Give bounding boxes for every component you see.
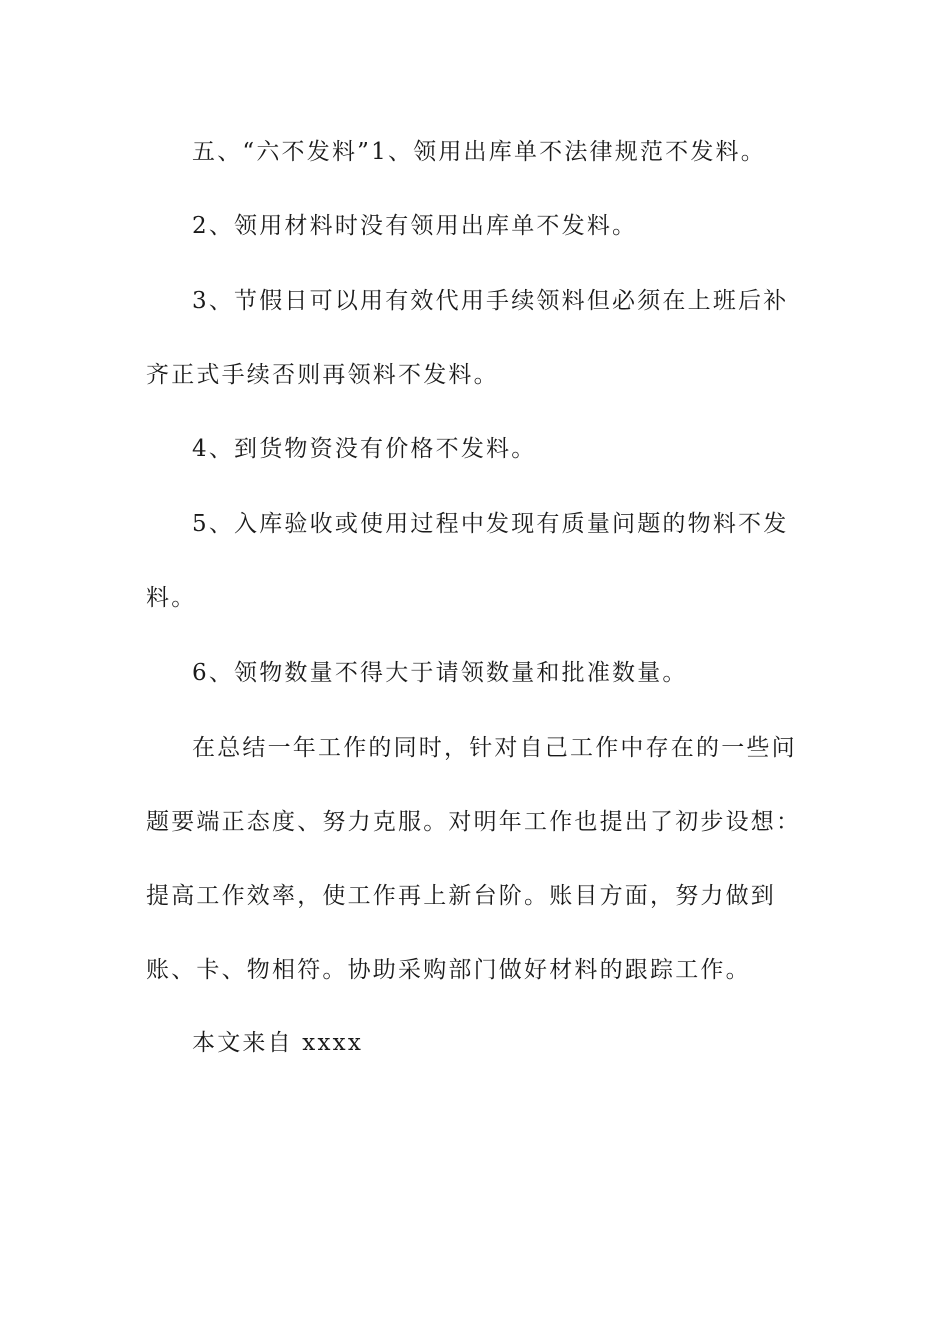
paragraph-summary: 在总结一年工作的同时，针对自己工作中存在的一些问题要端正态度、努力克服。对明年工作也提出了初步设想：提高工作效率，使工作再上新台阶。账目方面，努力做到账、卡、物相符。协助采购部门做好材料的跟踪工作。 <box>146 735 802 983</box>
paragraph-source-note: 本文来自 xxxx <box>192 1030 363 1056</box>
paragraph-rule-5: 5、入库验收或使用过程中发现有质量问题的物料不发料。 <box>146 511 789 611</box>
paragraph-rule-3: 3、节假日可以用有效代用手续领料但必须在上班后补齐正式手续否则再领料不发料。 <box>146 288 789 388</box>
paragraph-six-rules-intro: 五、“六不发料”1、领用出库单不法律规范不发料。 <box>192 139 766 165</box>
paragraph-rule-6: 6、领物数量不得大于请领数量和批准数量。 <box>192 660 688 686</box>
paragraph-rule-4: 4、到货物资没有价格不发料。 <box>192 436 537 462</box>
paragraph-rule-2: 2、领用材料时没有领用出库单不发料。 <box>192 213 638 239</box>
